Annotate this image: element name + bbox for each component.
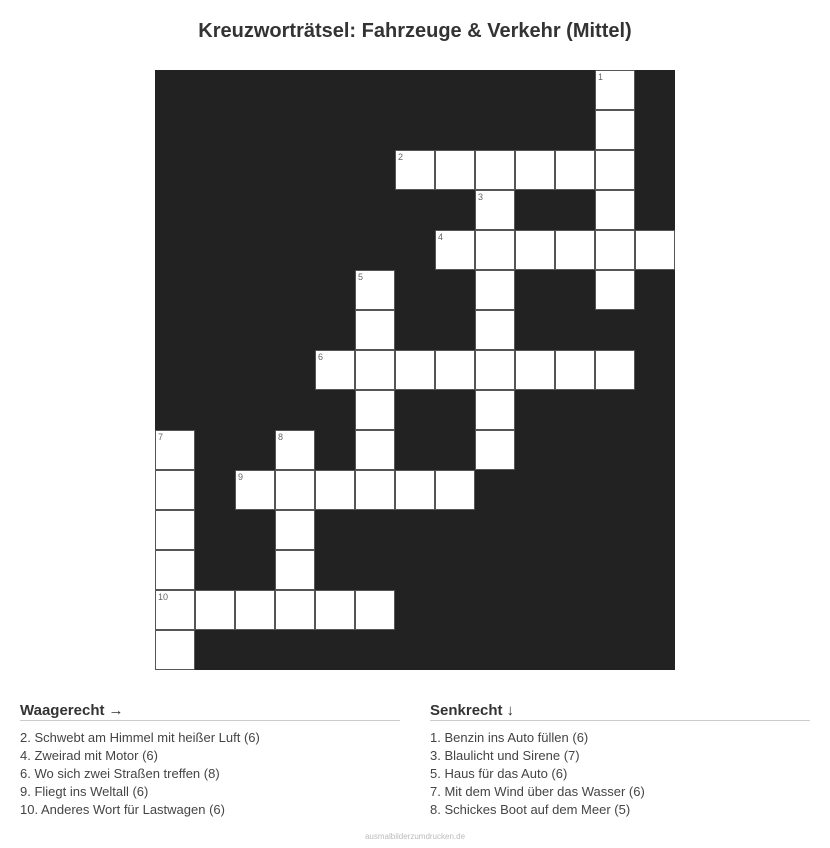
grid-cell[interactable]	[595, 150, 635, 190]
grid-cell[interactable]	[475, 310, 515, 350]
grid-cell[interactable]	[435, 350, 475, 390]
grid-cell[interactable]	[395, 470, 435, 510]
down-clue: 3. Blaulicht und Sirene (7)	[430, 748, 580, 763]
down-clue: 5. Haus für das Auto (6)	[430, 766, 568, 781]
grid-cell[interactable]	[475, 190, 515, 230]
grid-cell[interactable]	[315, 590, 355, 630]
across-clue: 6. Wo sich zwei Straßen treffen (8)	[20, 766, 220, 781]
grid-cell[interactable]	[435, 230, 475, 270]
down-clue: 8. Schickes Boot auf dem Meer (5)	[430, 802, 631, 817]
grid-cell[interactable]	[355, 430, 395, 470]
grid-cell[interactable]	[155, 470, 195, 510]
grid-cell[interactable]	[275, 550, 315, 590]
cell-number: 8	[278, 432, 284, 442]
across-heading-label: Waagerecht	[20, 702, 105, 719]
grid-cell[interactable]	[515, 350, 555, 390]
grid-cell[interactable]	[475, 270, 515, 310]
grid-cell[interactable]	[595, 230, 635, 270]
grid-cell[interactable]	[355, 350, 395, 390]
cell-number: 3	[478, 192, 484, 202]
grid-cell[interactable]	[155, 510, 195, 550]
across-clues	[20, 702, 400, 819]
grid-cell[interactable]	[475, 230, 515, 270]
down-clues	[430, 702, 810, 819]
grid-cell[interactable]	[355, 270, 395, 310]
cell-number: 7	[158, 432, 164, 442]
grid-cell[interactable]	[475, 350, 515, 390]
cell-number: 4	[438, 232, 444, 242]
grid-cell[interactable]	[435, 470, 475, 510]
down-clue: 7. Mit dem Wind über das Wasser (6)	[430, 784, 645, 799]
grid-cell[interactable]	[555, 150, 595, 190]
grid-cell[interactable]	[475, 430, 515, 470]
cell-number: 2	[398, 152, 404, 162]
grid-cell[interactable]	[595, 350, 635, 390]
grid-cell[interactable]	[315, 350, 355, 390]
grid-cell[interactable]	[475, 150, 515, 190]
grid-cell[interactable]	[555, 230, 595, 270]
grid-cell[interactable]	[275, 510, 315, 550]
grid-cell[interactable]	[435, 150, 475, 190]
cell-number: 5	[358, 272, 364, 282]
cell-number: 10	[158, 592, 169, 602]
grid-cell[interactable]	[315, 470, 355, 510]
grid-cell[interactable]	[635, 230, 675, 270]
grid-cell[interactable]	[355, 310, 395, 350]
grid-cell[interactable]	[595, 270, 635, 310]
grid-cell[interactable]	[155, 430, 195, 470]
grid-cell[interactable]	[275, 430, 315, 470]
grid-cell[interactable]	[155, 630, 195, 670]
across-heading	[20, 702, 400, 721]
grid-cell[interactable]	[155, 590, 195, 630]
grid-cell[interactable]	[555, 350, 595, 390]
across-clue: 2. Schwebt am Himmel mit heißer Luft (6)	[20, 730, 260, 745]
arrow-right-icon: →	[108, 702, 124, 719]
down-heading-label: Senkrecht	[430, 702, 503, 719]
grid-cell[interactable]	[355, 470, 395, 510]
grid-cell[interactable]	[595, 70, 635, 110]
grid-cell[interactable]	[155, 550, 195, 590]
grid-cell[interactable]	[275, 590, 315, 630]
page-title: Kreuzworträtsel: Fahrzeuge & Verkehr (Mittel)	[198, 20, 632, 42]
grid-cell[interactable]	[595, 190, 635, 230]
across-clue: 9. Fliegt ins Weltall (6)	[20, 784, 149, 799]
cell-number: 9	[238, 472, 244, 482]
cell-number: 1	[598, 72, 604, 82]
grid-cell[interactable]	[275, 470, 315, 510]
grid-cell[interactable]	[355, 390, 395, 430]
grid-cell[interactable]	[595, 110, 635, 150]
across-clue: 4. Zweirad mit Motor (6)	[20, 748, 158, 763]
cell-number: 6	[318, 352, 324, 362]
grid-cell[interactable]	[355, 590, 395, 630]
grid-cell[interactable]	[475, 390, 515, 430]
footer-credit: ausmalbilderzumdrucken.de	[364, 832, 466, 841]
grid-cell[interactable]	[395, 350, 435, 390]
grid-cell[interactable]	[515, 150, 555, 190]
down-heading	[430, 702, 810, 721]
grid-cell[interactable]	[235, 470, 275, 510]
grid-cell[interactable]	[515, 230, 555, 270]
across-clue: 10. Anderes Wort für Lastwagen (6)	[20, 802, 225, 817]
arrow-down-icon: ↓	[506, 702, 515, 719]
grid-cell[interactable]	[195, 590, 235, 630]
grid-cell[interactable]	[235, 590, 275, 630]
down-clue: 1. Benzin ins Auto füllen (6)	[430, 730, 589, 745]
crossword-grid	[155, 70, 675, 670]
grid-cell[interactable]	[395, 150, 435, 190]
